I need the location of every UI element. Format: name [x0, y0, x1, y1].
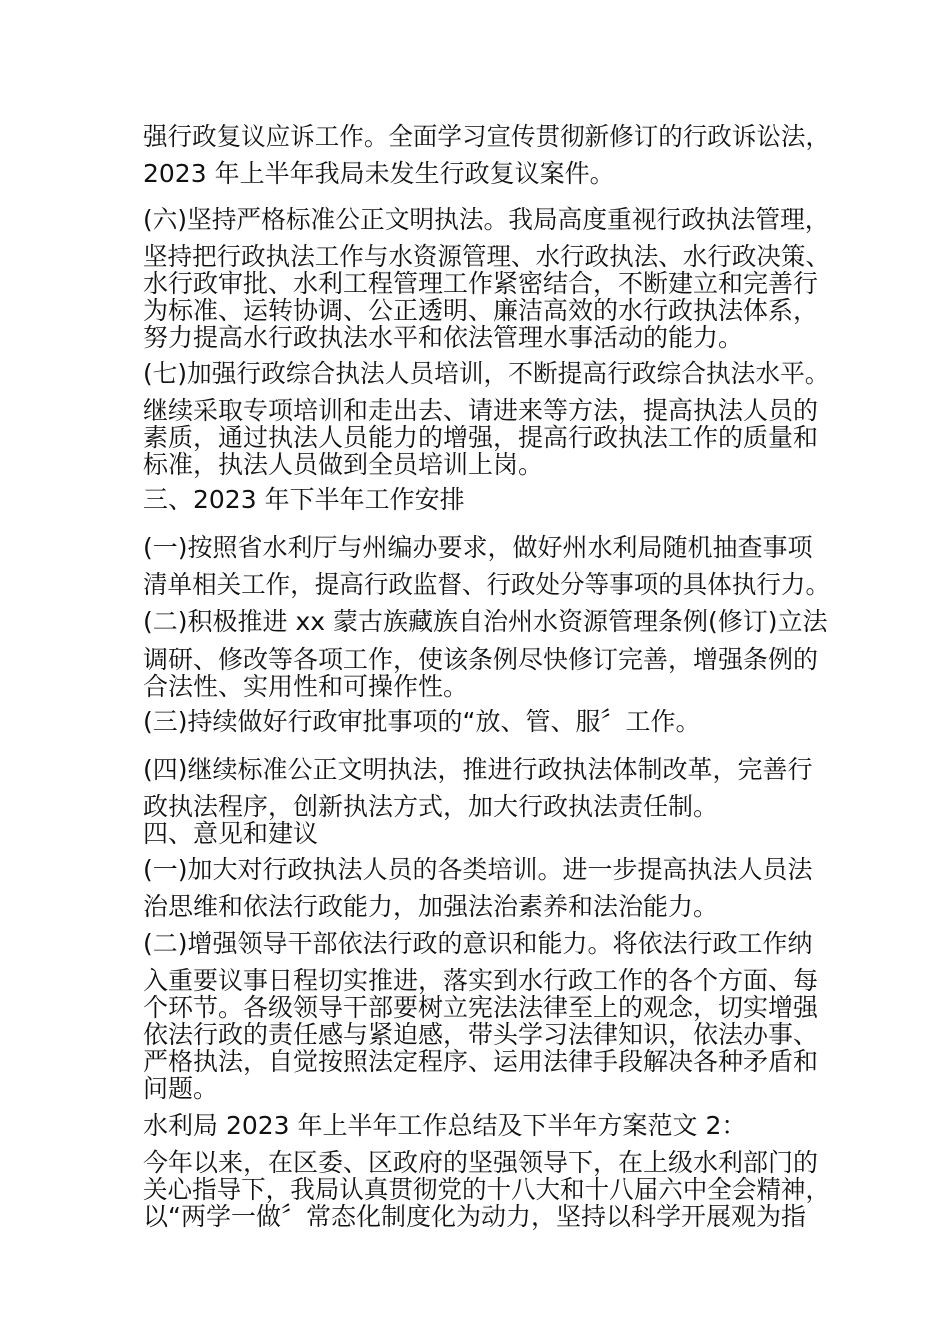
text-line: (二)增强领导干部依法行政的意识和能力。将依法行政工作纳: [143, 929, 813, 958]
text-line: 问题。: [143, 1074, 219, 1103]
text-line: 关心指导下，我局认真贯彻党的十八大和十八届六中全会精神，: [143, 1175, 830, 1204]
text-line: 2023 年上半年我局未发生行政复议案件。: [143, 159, 615, 188]
text-line: 以“两学一做〞常态化制度化为动力，坚持以科学开展观为指: [143, 1202, 806, 1231]
text-line: 为标准、运转协调、公正透明、廉洁高效的水行政执法体系，: [143, 296, 819, 325]
text-line: (六)坚持严格标准公正文明执法。我局高度重视行政执法管理，: [143, 205, 830, 234]
text-line: 坚持把行政执法工作与水资源管理、水行政执法、水行政决策、: [143, 242, 830, 271]
text-line: 标准，执法人员做到全员培训上岗。: [143, 450, 544, 479]
text-line: 严格执法，自觉按照法定程序、运用法律手段解决各种矛盾和: [143, 1047, 819, 1076]
text-line: 素质，通过执法人员能力的增强，提高行政执法工作的质量和: [143, 423, 819, 452]
section-heading: 水利局 2023 年上半年工作总结及下半年方案范文 2：: [143, 1111, 747, 1140]
text-line: (三)持续做好行政审批事项的“放、管、服〞工作。: [143, 707, 701, 736]
text-line: (二)积极推进 xx 蒙古族藏族自治州水资源管理条例(修订)立法: [143, 607, 828, 636]
text-line: 强行政复议应诉工作。全面学习宣传贯彻新修订的行政诉讼法，: [143, 122, 830, 151]
text-line: 继续采取专项培训和走出去、请进来等方法，提高执法人员的: [143, 396, 819, 425]
text-line: 调研、修改等各项工作，使该条例尽快修订完善，增强条例的: [143, 645, 819, 674]
text-line: 清单相关工作，提高行政监督、行政处分等事项的具体执行力。: [143, 570, 830, 599]
text-line: 入重要议事日程切实推进，落实到水行政工作的各个方面、每: [143, 966, 819, 995]
text-line: 依法行政的责任感与紧迫感，带头学习法律知识，依法办事、: [143, 1020, 819, 1049]
text-line: 努力提高水行政执法水平和依法管理水事活动的能力。: [143, 323, 744, 352]
section-heading: 三、2023 年下半年工作安排: [143, 485, 465, 514]
text-line: (一)加大对行政执法人员的各类培训。进一步提高执法人员法: [143, 855, 813, 884]
text-line: 治思维和依法行政能力，加强法治素养和法治能力。: [143, 892, 719, 921]
text-line: 政执法程序，创新执法方式，加大行政执法责任制。: [143, 792, 719, 821]
text-line: (四)继续标准公正文明执法，推进行政执法体制改革，完善行: [143, 755, 813, 784]
text-line: 合法性、实用性和可操作性。: [143, 672, 469, 701]
section-heading: 四、意见和建议: [143, 819, 319, 848]
text-line: 个环节。各级领导干部要树立宪法法律至上的观念，切实增强: [143, 993, 819, 1022]
text-line: (一)按照省水利厅与州编办要求，做好州水利局随机抽查事项: [143, 533, 813, 562]
text-line: 今年以来，在区委、区政府的坚强领导下，在上级水利部门的: [143, 1148, 819, 1177]
text-line: (七)加强行政综合执法人员培训，不断提高行政综合执法水平。: [143, 359, 830, 388]
text-line: 水行政审批、水利工程管理工作紧密结合，不断建立和完善行: [143, 269, 819, 298]
